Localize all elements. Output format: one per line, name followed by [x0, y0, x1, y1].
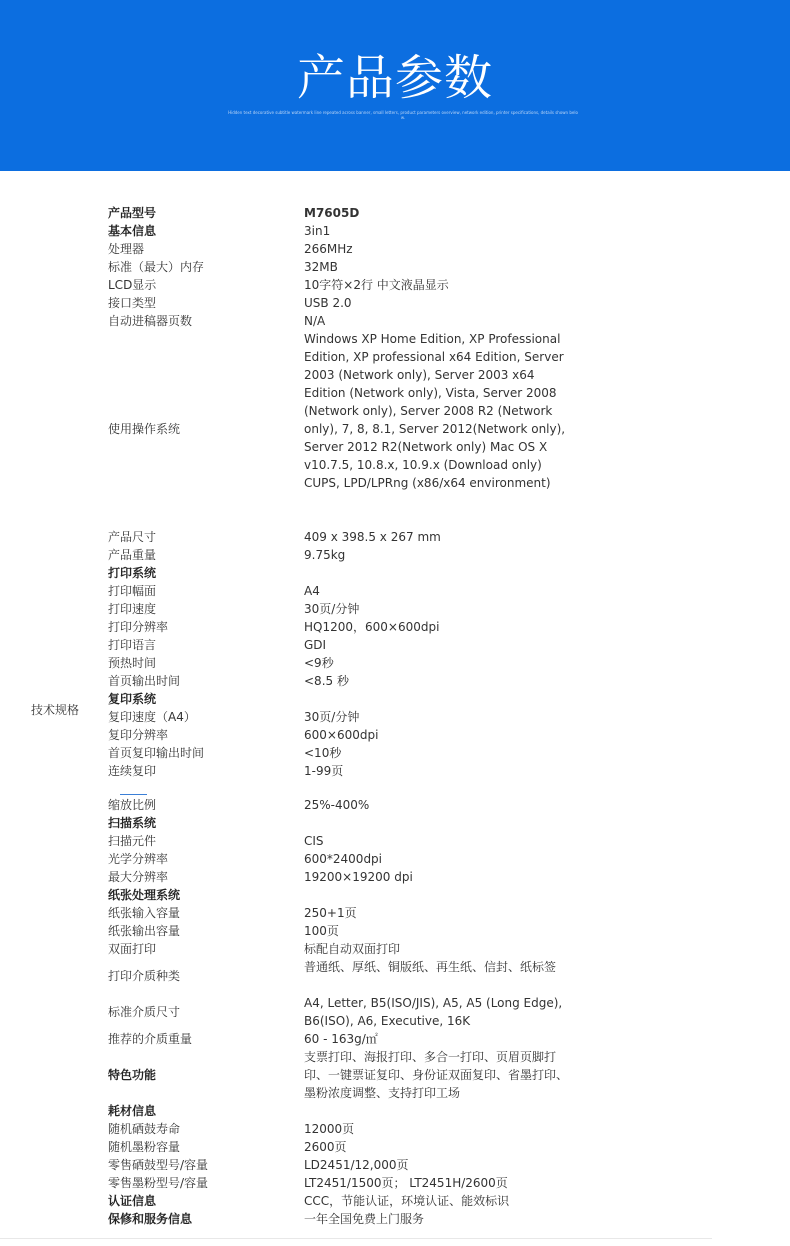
spec-label: 认证信息 — [108, 1194, 157, 1208]
spec-value: 30页/分钟 — [304, 710, 360, 724]
spec-label: 接口类型 — [108, 296, 157, 310]
spec-value: 30页/分钟 — [304, 602, 360, 616]
spec-label: 打印介质种类 — [108, 969, 181, 983]
section-label-tech-specs: 技术规格 — [31, 703, 80, 717]
bottom-divider — [0, 1238, 712, 1239]
spec-label: 打印速度 — [108, 602, 157, 616]
spec-label: 首页复印输出时间 — [108, 746, 205, 760]
spec-label: 打印分辨率 — [108, 620, 169, 634]
spec-label: 复印速度（A4） — [108, 710, 196, 724]
spec-value: 600×600dpi — [304, 728, 379, 742]
spec-label: 预热时间 — [108, 656, 157, 670]
spec-label: 光学分辨率 — [108, 852, 169, 866]
spec-value: USB 2.0 — [304, 296, 352, 310]
divider-mark — [120, 794, 147, 795]
spec-value: A4, Letter, B5(ISO/JIS), A5, A5 (Long Edge), B6(ISO), A6, Executive, 16K — [304, 996, 563, 1028]
spec-label: 零售墨粉型号/容量 — [108, 1176, 209, 1190]
spec-value: 10字符×2行 中文液晶显示 — [304, 278, 449, 292]
spec-value: 支票打印、海报打印、多合一打印、页眉页脚打印、一键票证复印、身份证双面复印、省墨打印、墨粉浓度调整、支持打印工场 — [304, 1050, 569, 1100]
spec-label: 零售硒鼓型号/容量 — [108, 1158, 209, 1172]
spec-value: 19200×19200 dpi — [304, 870, 413, 884]
spec-label: 连续复印 — [108, 764, 157, 778]
spec-value: 一年全国免费上门服务 — [304, 1212, 425, 1226]
spec-label: 标准（最大）内存 — [108, 260, 205, 274]
spec-value: 25%-400% — [304, 798, 370, 812]
spec-value: 32MB — [304, 260, 338, 274]
spec-value: 60 - 163g/㎡ — [304, 1032, 378, 1046]
spec-label: 打印幅面 — [108, 584, 157, 598]
spec-label: 产品重量 — [108, 548, 157, 562]
spec-label: 扫描元件 — [108, 834, 157, 848]
spec-label: 产品尺寸 — [108, 530, 157, 544]
spec-label: 随机硒鼓寿命 — [108, 1122, 181, 1136]
spec-label: LCD显示 — [108, 278, 157, 292]
spec-value: HQ1200，600×600dpi — [304, 620, 440, 634]
spec-value: 409 x 398.5 x 267 mm — [304, 530, 441, 544]
spec-label: 耗材信息 — [108, 1104, 157, 1118]
spec-value: 250+1页 — [304, 906, 357, 920]
spec-label: 特色功能 — [108, 1068, 157, 1082]
spec-value: 3in1 — [304, 224, 331, 238]
spec-value: 100页 — [304, 924, 339, 938]
spec-value: 标配自动双面打印 — [304, 942, 401, 956]
spec-value: 12000页 — [304, 1122, 355, 1136]
spec-label: 纸张处理系统 — [108, 888, 181, 902]
spec-label: 标准介质尺寸 — [108, 1005, 181, 1019]
spec-label: 随机墨粉容量 — [108, 1140, 181, 1154]
spec-value: 266MHz — [304, 242, 353, 256]
spec-value: LD2451/12,000页 — [304, 1158, 409, 1172]
spec-label: 缩放比例 — [108, 798, 157, 812]
spec-label: 复印分辨率 — [108, 728, 169, 742]
spec-value: 2600页 — [304, 1140, 347, 1154]
spec-value: N/A — [304, 314, 326, 328]
spec-label: 使用操作系统 — [108, 422, 181, 436]
spec-value: <9秒 — [304, 656, 334, 670]
spec-label: 双面打印 — [108, 942, 157, 956]
spec-value: 1-99页 — [304, 764, 344, 778]
spec-value: CIS — [304, 834, 324, 848]
spec-label: 基本信息 — [108, 224, 157, 238]
spec-value: <8.5 秒 — [304, 674, 349, 688]
spec-value: 9.75kg — [304, 548, 346, 562]
spec-value: Windows XP Home Edition, XP Professional Edition, XP professional x64 Edition, Server 2003 (Network only), Server 2003 x64 Edition (Network only), Vista, Server 2008 (Network only), Server 2008 R2 (Network only), 7, 8, 8.1, Server 2012(Network only), Server 2012 R2(Network only) Mac OS X v10.7.5, 10.8.x, 10.9.x (Download only) CUPS, LPD/LPRng (x86/x64 environment) — [304, 332, 566, 490]
spec-label: 自动进稿器页数 — [108, 314, 193, 328]
spec-label: 推荐的介质重量 — [108, 1032, 193, 1046]
banner-subtitle: Hidden text decorative subtitle watermark line repeated across banner, small letters, product parameters overview, network edition, printer specifications, details shown below. — [228, 110, 578, 120]
page-title: 产品参数 — [296, 50, 493, 106]
spec-label: 最大分辨率 — [108, 870, 169, 884]
spec-value: GDI — [304, 638, 327, 652]
spec-value: M7605D — [304, 206, 360, 220]
spec-value: LT2451/1500页； LT2451H/2600页 — [304, 1176, 508, 1190]
spec-label: 纸张输出容量 — [108, 924, 181, 938]
spec-label: 复印系统 — [108, 692, 157, 706]
spec-value: A4 — [304, 584, 320, 598]
spec-label: 纸张输入容量 — [108, 906, 181, 920]
spec-label: 打印语言 — [108, 638, 157, 652]
spec-label: 扫描系统 — [108, 816, 157, 830]
spec-value: <10秒 — [304, 746, 342, 760]
spec-label: 首页输出时间 — [108, 674, 181, 688]
spec-value: CCC，节能认证，环境认证、能效标识 — [304, 1194, 510, 1208]
spec-label: 保修和服务信息 — [108, 1212, 193, 1226]
spec-label: 打印系统 — [108, 566, 157, 580]
spec-value: 普通纸、厚纸、铜版纸、再生纸、信封、纸标签 — [304, 960, 557, 974]
spec-label: 产品型号 — [108, 206, 157, 220]
spec-value: 600*2400dpi — [304, 852, 383, 866]
spec-label: 处理器 — [108, 242, 145, 256]
